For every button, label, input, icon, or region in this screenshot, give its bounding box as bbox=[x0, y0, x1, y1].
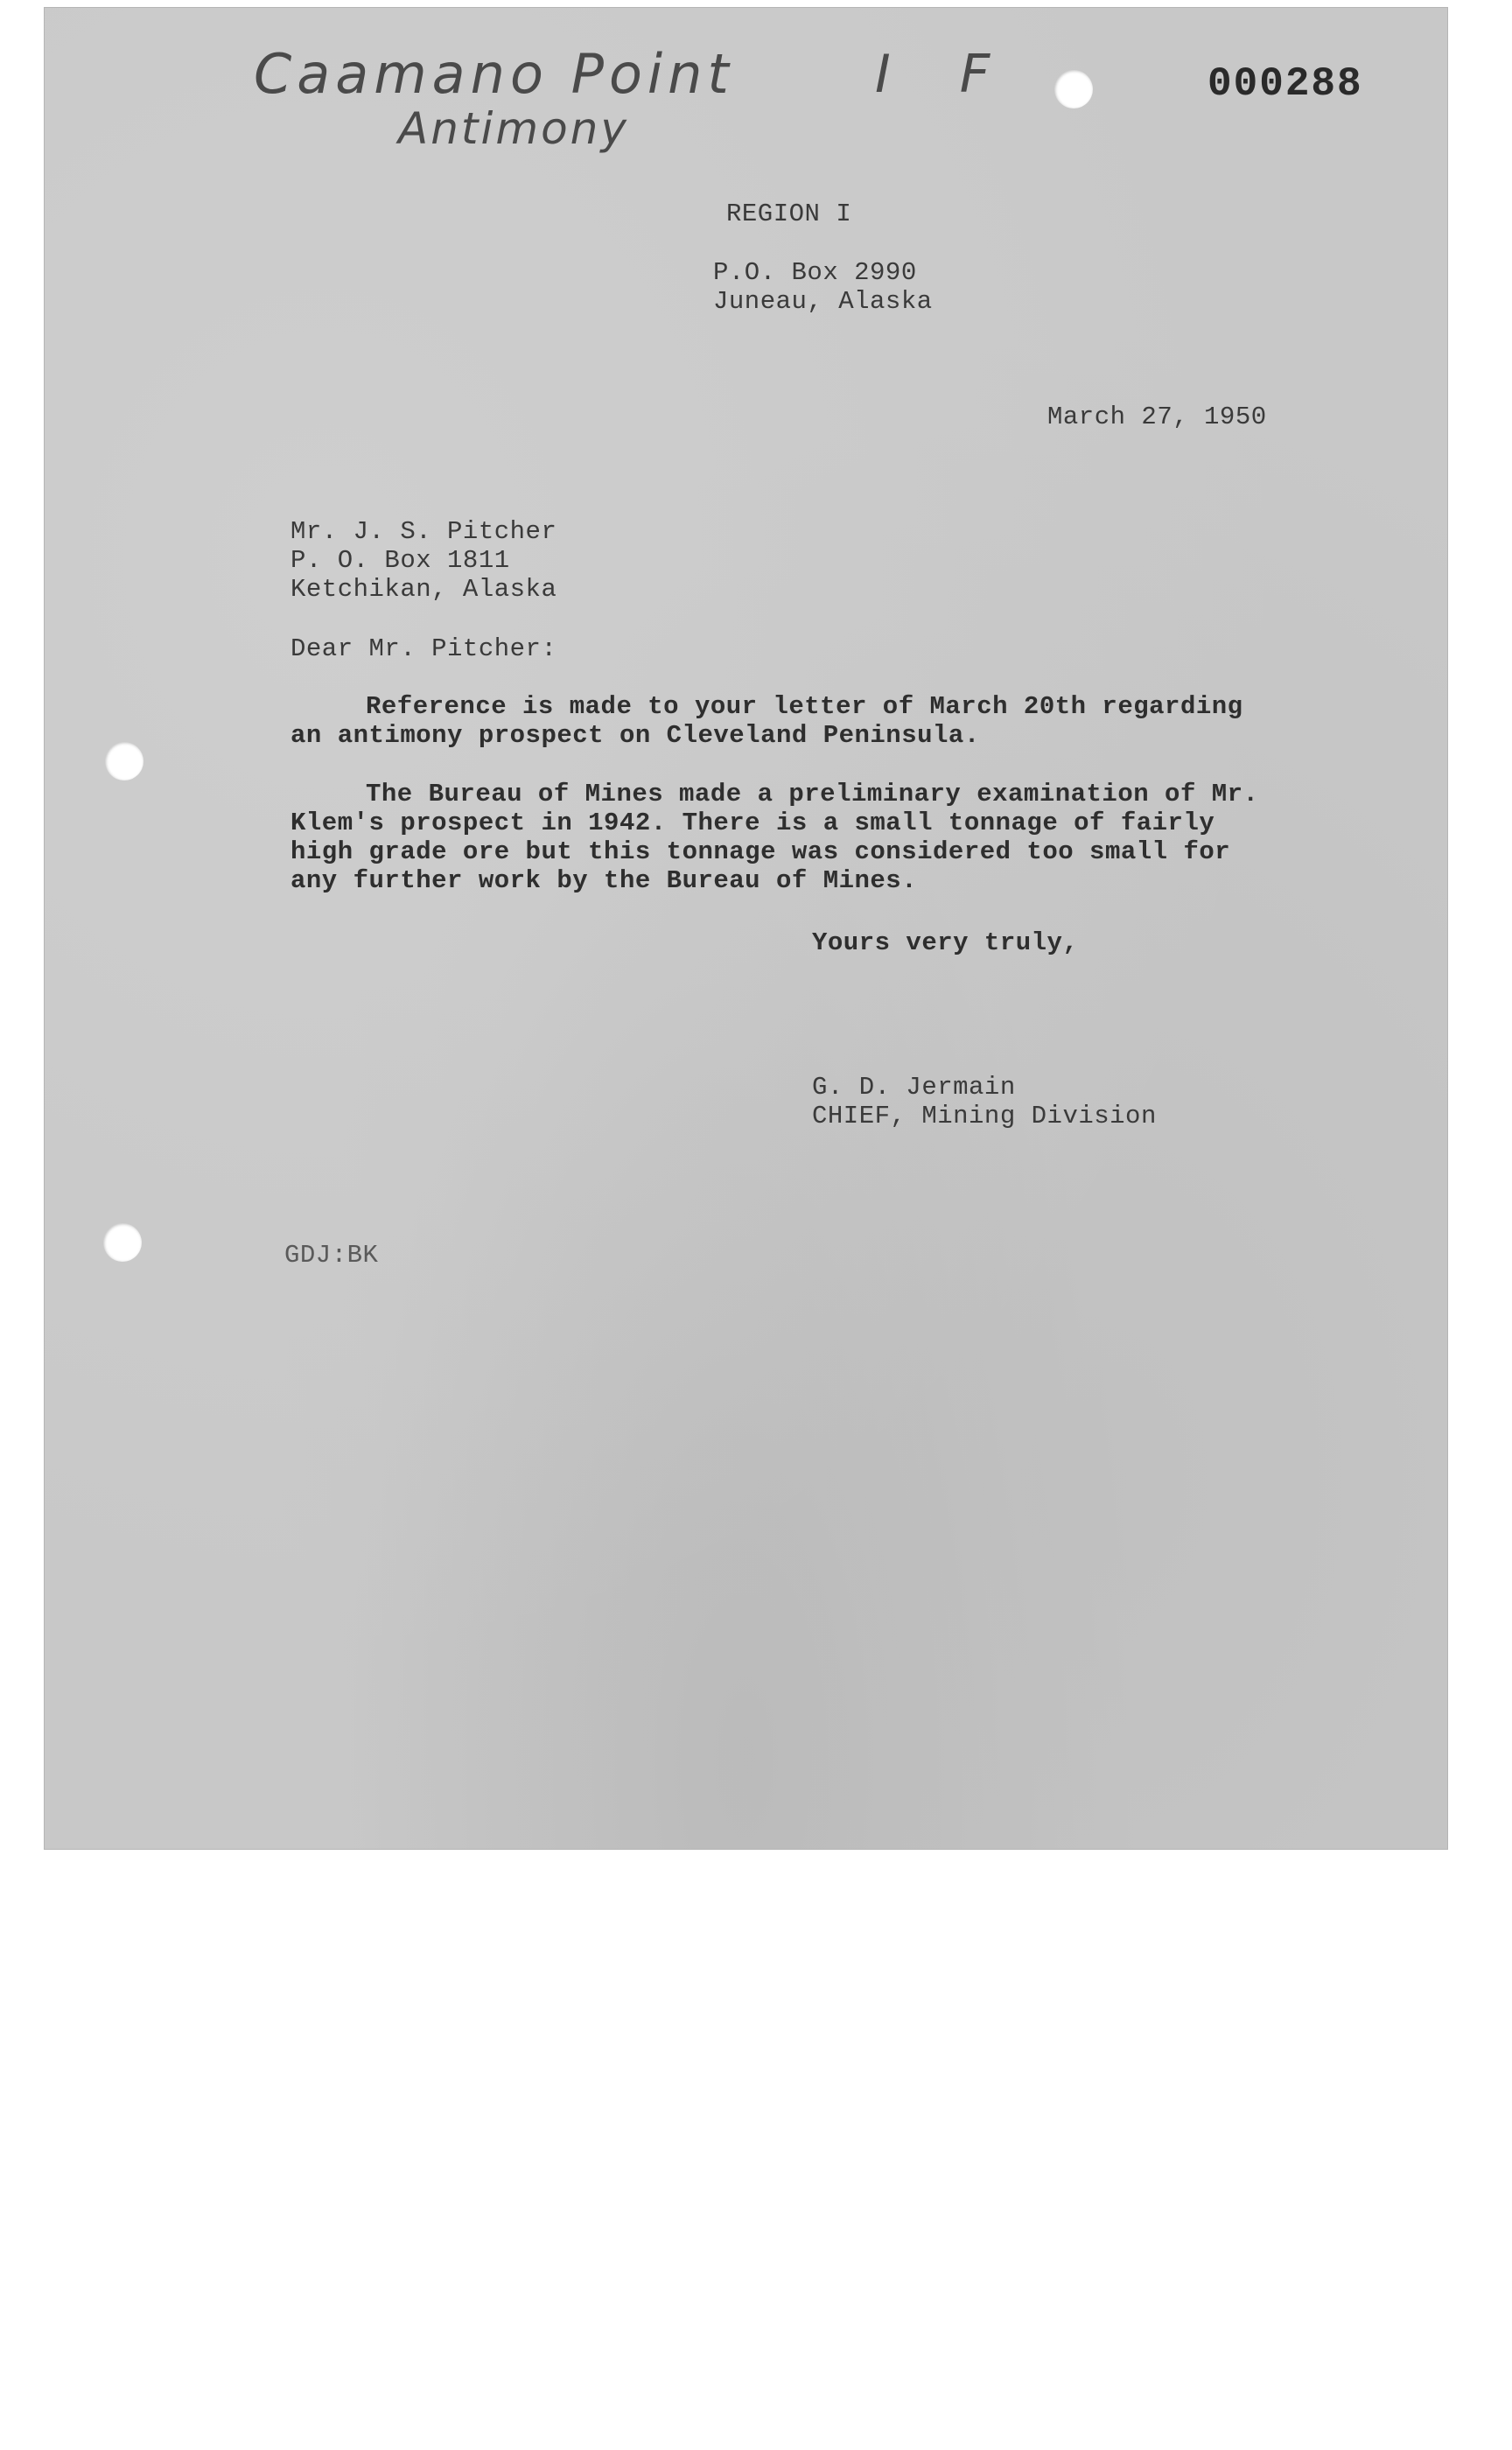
signature-title: CHIEF, Mining Division bbox=[812, 1102, 1157, 1130]
closing: Yours very truly, bbox=[812, 928, 1079, 957]
body-paragraph-2: The Bureau of Mines made a preliminary examination of Mr. Klem's prospect in 1942. There is a small tonnage of fairly high grade ore but this tonnage was considered too small for any further work by the Bureau of Mines. bbox=[290, 780, 1259, 895]
scanned-letter-page bbox=[44, 7, 1448, 1850]
reference-initials: GDJ:BK bbox=[284, 1241, 379, 1270]
letterhead-city: Juneau, Alaska bbox=[713, 287, 933, 316]
punch-hole-top bbox=[1054, 70, 1093, 108]
body-paragraph-1: Reference is made to your letter of March 20th regarding an antimony prospect on Cleveland Peninsula. bbox=[290, 692, 1243, 750]
letter-date: March 27, 1950 bbox=[1047, 402, 1267, 431]
salutation: Dear Mr. Pitcher: bbox=[290, 634, 557, 663]
document-number: 000288 bbox=[1208, 61, 1363, 107]
punch-hole-bottom bbox=[103, 1223, 142, 1262]
handwritten-title-line2: Antimony bbox=[398, 103, 629, 154]
recipient-city: Ketchikan, Alaska bbox=[290, 575, 557, 604]
handwritten-title-line1: Caamano Point bbox=[254, 42, 734, 106]
punch-hole-middle bbox=[105, 742, 144, 780]
handwritten-file-code: I F bbox=[875, 44, 1017, 105]
signature-name: G. D. Jermain bbox=[812, 1073, 1016, 1102]
letterhead-box: P.O. Box 2990 bbox=[713, 258, 917, 287]
recipient-box: P. O. Box 1811 bbox=[290, 546, 510, 575]
recipient-name: Mr. J. S. Pitcher bbox=[290, 517, 557, 546]
letterhead-region: REGION I bbox=[726, 200, 852, 228]
